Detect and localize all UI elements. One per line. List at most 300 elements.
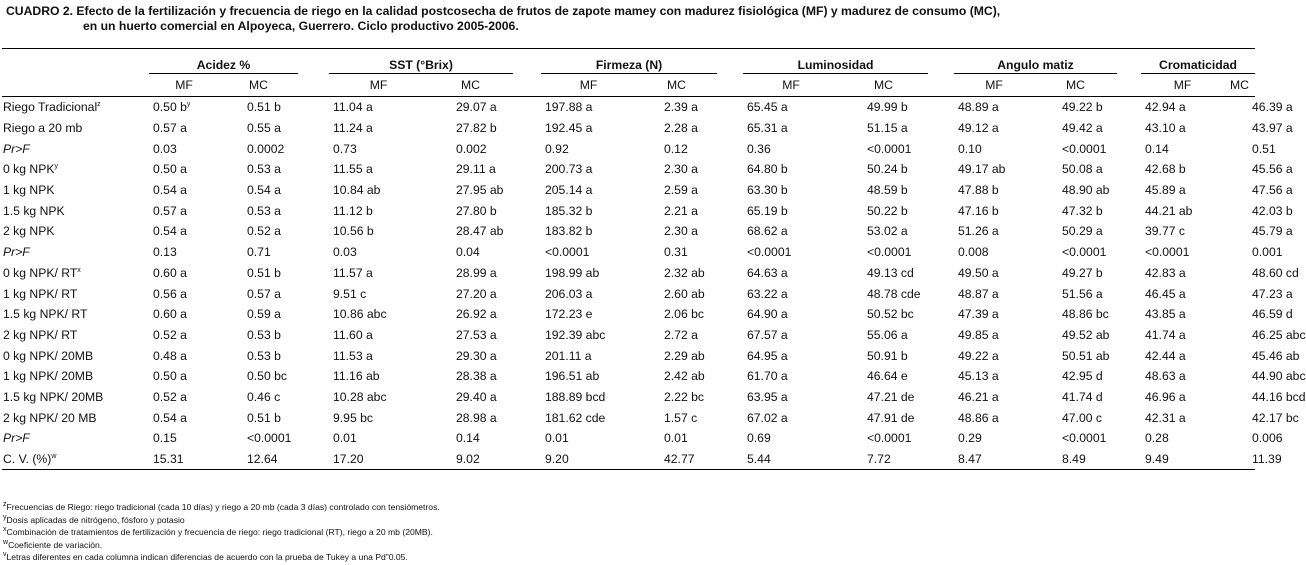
cell-gap xyxy=(513,283,541,304)
cell-mc: 0.51 b xyxy=(247,265,281,280)
row-label-superscript: y xyxy=(54,163,58,171)
cell-gap xyxy=(126,325,149,346)
cell-gap xyxy=(126,345,149,366)
cell-mc: 2.21 a xyxy=(664,203,698,218)
cell-mf: 42.83 a xyxy=(1145,265,1186,280)
cell-mc: 50.51 ab xyxy=(1062,348,1110,363)
cell-mc: 51.56 a xyxy=(1062,286,1103,301)
table-row xyxy=(2,325,1255,346)
cell-mf: 67.02 a xyxy=(747,410,788,425)
cell-gap xyxy=(717,159,743,180)
cell-mc: 27.53 a xyxy=(456,327,497,342)
cell-mf: 46.96 a xyxy=(1145,389,1186,404)
cell-mc: 27.95 ab xyxy=(456,183,504,198)
cell-mf: 49.17 ab xyxy=(958,162,1006,177)
cell-gap xyxy=(298,242,329,263)
cell-mc: 0.12 xyxy=(664,141,688,156)
cell-mf: 0.13 xyxy=(153,245,177,260)
cell-gap xyxy=(513,325,541,346)
cell-mf: 9.51 c xyxy=(333,286,367,301)
cell-gap xyxy=(717,366,743,387)
footnote xyxy=(3,527,433,538)
row-label: Pr>F xyxy=(3,245,30,260)
cell-mc: 0.53 a xyxy=(247,162,281,177)
cell-mc: <0.0001 xyxy=(867,245,912,260)
cell-mf: 48.63 a xyxy=(1145,369,1186,384)
footnote-text: Frecuencias de Riego: riego tradicional (cada 10 días) y riego a 20 mb (cada 3 días) controlado con tensiómetros. xyxy=(6,502,440,512)
cell-mc: 50.08 a xyxy=(1062,162,1103,177)
subheader-gap xyxy=(298,74,329,97)
header-gap xyxy=(717,57,743,74)
cell-mf: 42.44 a xyxy=(1145,348,1186,363)
cell-gap xyxy=(1117,242,1141,263)
cell-mf: 0.15 xyxy=(153,431,177,446)
cell-gap xyxy=(1117,221,1141,242)
cell-mf: 0.92 xyxy=(545,141,569,156)
row-label: 1.5 kg NPK/ RT xyxy=(3,307,88,322)
cell-gap xyxy=(298,138,329,159)
subheader-mc: MC xyxy=(428,74,513,97)
cell-mc: 28.99 a xyxy=(456,265,497,280)
cell-mf: 17.20 xyxy=(329,449,428,470)
cell-gap xyxy=(928,263,954,284)
cell-gap xyxy=(126,200,149,221)
header-gap xyxy=(298,57,329,74)
table-row xyxy=(2,387,1255,408)
cell-gap xyxy=(126,97,149,118)
cell-mc: 29.40 a xyxy=(456,389,497,404)
cell-gap xyxy=(298,283,329,304)
cell-mc: 49.99 b xyxy=(867,100,908,115)
cell-mf: 42.68 b xyxy=(1145,162,1186,177)
cell-mf: 43.85 a xyxy=(1145,307,1186,322)
subheader-gap xyxy=(126,74,149,97)
cell-mc: 50.91 b xyxy=(867,348,908,363)
cell-mf: 11.24 a xyxy=(333,121,373,136)
cell-mf: 47.88 b xyxy=(958,183,999,198)
cell-mc: 42.95 d xyxy=(1062,369,1103,384)
row-label: Pr>F xyxy=(3,431,30,446)
cell-mf: 205.14 a xyxy=(545,183,593,198)
cell-mc: 2.39 a xyxy=(664,100,698,115)
cell-mf: 63.22 a xyxy=(747,286,788,301)
table-row xyxy=(2,200,1255,221)
cell-gap xyxy=(298,449,329,470)
row-label: 1 kg NPK/ 20MB xyxy=(3,369,94,384)
cell-gap xyxy=(126,283,149,304)
cell-mf: 0.73 xyxy=(333,141,357,156)
cell-mf: 0.56 a xyxy=(153,286,187,301)
cell-gap xyxy=(298,97,329,118)
cell-mf: 0.54 a xyxy=(153,224,187,239)
group-header: Cromaticidad xyxy=(1141,57,1255,74)
cell-gap xyxy=(1117,138,1141,159)
cell-gap xyxy=(513,242,541,263)
cell-gap xyxy=(513,387,541,408)
cell-mc: 50.22 b xyxy=(867,203,908,218)
group-header: Firmeza (N) xyxy=(541,57,717,74)
cell-mf: 198.99 ab xyxy=(545,265,600,280)
cell-gap xyxy=(126,118,149,139)
cell-mf: 0.50 a xyxy=(153,369,187,384)
subheader-mf: MF xyxy=(954,74,1034,97)
cell-mf: 0.54 a xyxy=(153,183,187,198)
cell-gap xyxy=(1117,180,1141,201)
cell-gap xyxy=(1117,345,1141,366)
subheader-gap xyxy=(513,74,541,97)
cell-mc: 48.59 b xyxy=(867,183,908,198)
cell-mc: 0.0002 xyxy=(247,141,285,156)
cell-gap xyxy=(1117,263,1141,284)
cell-gap xyxy=(1117,449,1141,470)
cell-mf: 181.62 cde xyxy=(545,410,606,425)
footnote-superscript: x xyxy=(3,526,7,534)
cell-mc: 46.59 d xyxy=(1252,307,1293,322)
footnote-superscript: v xyxy=(3,551,7,559)
cell-mc: 1.57 c xyxy=(664,410,698,425)
cell-mc: 29.07 a xyxy=(456,100,497,115)
cell-gap xyxy=(717,180,743,201)
cell-mc: 49.22 b xyxy=(1062,100,1103,115)
subheader-mc: MC xyxy=(636,74,717,97)
cell-gap xyxy=(298,325,329,346)
row-label: Riego a 20 mb xyxy=(3,121,83,136)
cell-gap xyxy=(1117,118,1141,139)
footnote xyxy=(3,540,102,551)
cell-mf: 48.89 a xyxy=(958,100,999,115)
cell-mc: 2.22 bc xyxy=(664,389,704,404)
table-row xyxy=(2,180,1255,201)
group-header: Acidez % xyxy=(149,57,298,74)
cell-mf: 0.01 xyxy=(545,431,569,446)
subheader-mc: MC xyxy=(1224,74,1255,97)
row-label: 0 kg NPK$^y$ xyxy=(3,162,58,177)
cell-mc: 28.47 ab xyxy=(456,224,504,239)
cell-mf: 206.03 a xyxy=(545,286,593,301)
cell-gap xyxy=(298,345,329,366)
cell-gap xyxy=(717,118,743,139)
cell-gap xyxy=(298,180,329,201)
cell-mf: 49.22 a xyxy=(958,348,999,363)
cell-mc: 27.82 b xyxy=(456,121,497,136)
cell-gap xyxy=(717,97,743,118)
cell-mf: 64.63 a xyxy=(747,265,788,280)
cell-mc: 2.72 a xyxy=(664,327,698,342)
cell-mc: 28.38 a xyxy=(456,369,497,384)
cell-gap xyxy=(717,304,743,325)
cell-mf: 196.51 ab xyxy=(545,369,600,384)
cell-gap xyxy=(1117,159,1141,180)
cell-mc: 2.32 ab xyxy=(664,265,705,280)
cell-mf: 43.10 a xyxy=(1145,121,1186,136)
cell-mc: 41.74 d xyxy=(1062,389,1103,404)
cell-gap xyxy=(1117,325,1141,346)
table-body xyxy=(2,97,1306,470)
cell-mc: 2.60 ab xyxy=(664,286,705,301)
cell-gap xyxy=(513,263,541,284)
cell-mf: 197.88 a xyxy=(545,100,593,115)
cell-mf: 11.53 a xyxy=(333,348,373,363)
cell-mf: 192.39 abc xyxy=(545,327,606,342)
cell-gap xyxy=(1117,283,1141,304)
cell-mf: 185.32 b xyxy=(545,203,593,218)
cell-gap xyxy=(1117,387,1141,408)
subheader-mc: MC xyxy=(219,74,298,97)
subheader-gap xyxy=(928,74,954,97)
cell-mf: 47.16 b xyxy=(958,203,999,218)
cell-mf: 10.84 ab xyxy=(333,183,381,198)
cell-mc: 45.56 a xyxy=(1252,162,1293,177)
cell-mf: 68.62 a xyxy=(747,224,788,239)
cell-mc: 9.02 xyxy=(428,449,513,470)
cell-gap xyxy=(928,366,954,387)
cell-mc: 45.79 a xyxy=(1252,224,1293,239)
cell-mf: 9.49 xyxy=(1141,449,1224,470)
cell-mf: 45.13 a xyxy=(958,369,999,384)
subheader-row xyxy=(2,74,1255,97)
cell-superscript: y xyxy=(186,101,191,109)
cell-mf: 0.29 xyxy=(958,431,982,446)
cell-mf: 47.39 a xyxy=(958,307,999,322)
row-label: 2 kg NPK/ RT xyxy=(3,327,78,342)
cell-mf: <0.0001 xyxy=(747,245,792,260)
cell-mf: 0.01 xyxy=(333,431,357,446)
cell-gap xyxy=(126,138,149,159)
cell-mc: 46.25 abc xyxy=(1252,327,1306,342)
table-row xyxy=(2,118,1255,139)
footnote-text: Combinación de tratamientos de fertilización y frecuencia de riego: riego tradicional (RT), riego a 20 mb (20MB). xyxy=(6,527,433,537)
cell-mc: <0.0001 xyxy=(1062,245,1107,260)
cell-gap xyxy=(1117,366,1141,387)
cell-mc: 50.29 a xyxy=(1062,224,1103,239)
cell-mc: 0.51 b xyxy=(247,100,281,115)
cell-mc: 0.71 xyxy=(247,245,271,260)
cell-gap xyxy=(717,325,743,346)
cell-mf: 8.47 xyxy=(954,449,1034,470)
cell-gap xyxy=(928,138,954,159)
table-row xyxy=(2,263,1255,284)
footnote-superscript: w xyxy=(3,538,9,546)
cell-mf: 0.28 xyxy=(1145,431,1169,446)
cell-gap xyxy=(717,242,743,263)
cell-mc: 42.03 b xyxy=(1252,203,1293,218)
cell-mc: 29.30 a xyxy=(456,348,497,363)
cell-gap xyxy=(298,200,329,221)
cell-gap xyxy=(126,428,149,449)
footnote-text: Dosis aplicadas de nitrógeno, fósforo y potasio xyxy=(6,514,185,525)
cell-gap xyxy=(717,345,743,366)
cell-mc: 0.01 xyxy=(664,431,688,446)
cell-gap xyxy=(513,345,541,366)
cell-mf: 0.60 a xyxy=(153,307,187,322)
caption-line-1: CUADRO 2. Efecto de la fertilización y frecuencia de riego en la calidad postcosecha de frutos de zapote mamey con madurez fisiológica (MF) y madurez de consumo (MC), xyxy=(6,4,1001,18)
table-caption xyxy=(6,4,1154,34)
cell-gap xyxy=(928,407,954,428)
cell-gap xyxy=(1117,304,1141,325)
cell-mf: 183.82 b xyxy=(545,224,593,239)
cell-gap xyxy=(717,428,743,449)
cell-mc: 47.23 a xyxy=(1252,286,1293,301)
cell-gap xyxy=(513,180,541,201)
cell-mf: 5.44 xyxy=(743,449,839,470)
subheader-mf: MF xyxy=(541,74,636,97)
row-label-superscript: w xyxy=(51,452,57,460)
cell-mf: 11.04 a xyxy=(333,100,373,115)
cell-mc: 2.28 a xyxy=(664,121,698,136)
cell-mc: 0.51 b xyxy=(247,410,281,425)
cell-gap xyxy=(928,428,954,449)
cell-mc: 0.31 xyxy=(664,245,688,260)
cell-mf: 188.89 bcd xyxy=(545,389,606,404)
cell-gap xyxy=(126,180,149,201)
cell-mf: 0.57 a xyxy=(153,203,187,218)
table-row xyxy=(2,283,1255,304)
cell-mf: 63.95 a xyxy=(747,389,788,404)
row-label: 0 kg NPK/ $RT^x$ xyxy=(3,265,81,280)
footnote xyxy=(3,502,440,513)
cell-mc: 50.24 b xyxy=(867,162,908,177)
cell-mf: <0.0001 xyxy=(1145,245,1190,260)
table-top-rule xyxy=(2,49,1255,58)
probability-row xyxy=(2,428,1255,449)
subheader-mc: MC xyxy=(839,74,928,97)
header-blank xyxy=(2,57,126,74)
cell-mc: 50.52 bc xyxy=(867,307,914,322)
cell-mf: 11.16 ab xyxy=(333,369,380,384)
cell-gap xyxy=(717,449,743,470)
cell-mc: 48.86 bc xyxy=(1062,307,1109,322)
cell-mf: 65.19 b xyxy=(747,203,788,218)
subheader-blank xyxy=(2,74,126,97)
cell-gap xyxy=(1117,407,1141,428)
cell-gap xyxy=(298,387,329,408)
cell-mf: 0.52 a xyxy=(153,327,187,342)
row-label: Riego Tradicional$^z$ xyxy=(3,100,101,115)
cell-gap xyxy=(513,138,541,159)
cell-mc: <0.0001 xyxy=(1062,141,1107,156)
cell-gap xyxy=(717,138,743,159)
cell-mc: 53.02 a xyxy=(867,224,908,239)
cell-gap xyxy=(126,221,149,242)
cell-gap xyxy=(928,118,954,139)
row-label: 2 kg NPK xyxy=(3,224,55,239)
cell-gap xyxy=(1117,200,1141,221)
cell-mf: 10.28 abc xyxy=(333,389,387,404)
cell-gap xyxy=(928,449,954,470)
cell-mc: 55.06 a xyxy=(867,327,908,342)
cell-mf: 11.60 a xyxy=(333,327,373,342)
cell-gap xyxy=(513,221,541,242)
cell-mc: 49.27 b xyxy=(1062,265,1103,280)
subheader-mf: MF xyxy=(743,74,839,97)
cell-gap xyxy=(928,242,954,263)
cell-mc: 0.55 a xyxy=(247,121,281,136)
cell-mf: 201.11 a xyxy=(545,348,592,363)
cell-mc: 46.39 a xyxy=(1252,100,1293,115)
cell-gap xyxy=(717,407,743,428)
table-row xyxy=(2,159,1255,180)
subheader-gap xyxy=(717,74,743,97)
row-label: Pr>F xyxy=(3,141,30,156)
cell-mc: 48.78 cde xyxy=(867,286,921,301)
cell-mc: 47.21 de xyxy=(867,389,915,404)
row-label-superscript: z xyxy=(97,101,101,109)
header-gap xyxy=(126,57,149,74)
row-label: 1 kg NPK/ RT xyxy=(3,286,78,301)
cell-mf: 0.14 xyxy=(1145,141,1169,156)
cell-mf: 200.73 a xyxy=(545,162,593,177)
cv-row xyxy=(2,449,1255,470)
cell-mc: 47.32 b xyxy=(1062,203,1103,218)
footnote-superscript: y xyxy=(3,513,7,521)
cell-mc: 2.29 ab xyxy=(664,348,705,363)
row-label: 1.5 kg NPK xyxy=(3,203,65,218)
group-header: Angulo matiz xyxy=(954,57,1117,74)
header-gap xyxy=(513,57,541,74)
subheader-mf: MF xyxy=(1141,74,1224,97)
cell-mf: 15.31 xyxy=(149,449,219,470)
cell-mf: 61.70 a xyxy=(747,369,788,384)
cell-mf: 0.57 a xyxy=(153,121,187,136)
cell-gap xyxy=(928,304,954,325)
cell-mf: 65.45 a xyxy=(747,100,788,115)
cell-mf: 0.03 xyxy=(153,141,177,156)
cell-mf: 9.95 bc xyxy=(333,410,373,425)
cell-mf: 42.94 a xyxy=(1145,100,1186,115)
cell-gap xyxy=(126,449,149,470)
group-header: SST (°Brix) xyxy=(329,57,513,74)
caption-line-2: en un huerto comercial en Alpoyeca, Guerrero. Ciclo productivo 2005-2006. xyxy=(83,19,519,33)
cell-gap xyxy=(298,304,329,325)
cell-gap xyxy=(717,200,743,221)
cell-gap xyxy=(928,221,954,242)
cell-mc: 0.53 b xyxy=(247,348,281,363)
table-row xyxy=(2,345,1255,366)
table-row xyxy=(2,304,1255,325)
cell-mc: 0.46 c xyxy=(247,389,281,404)
cell-mc: 0.54 a xyxy=(247,183,281,198)
cell-gap xyxy=(928,387,954,408)
cell-gap xyxy=(126,242,149,263)
cell-gap xyxy=(717,387,743,408)
cell-mc: 43.97 a xyxy=(1252,121,1293,136)
cell-gap xyxy=(1117,428,1141,449)
cell-mf: 11.12 b xyxy=(333,203,373,218)
cell-gap xyxy=(513,407,541,428)
row-label: 2 kg NPK/ 20 MB xyxy=(3,410,97,425)
cell-mc: 26.92 a xyxy=(456,307,497,322)
cell-mf: 46.45 a xyxy=(1145,286,1186,301)
cell-mf: 46.21 a xyxy=(958,389,999,404)
cell-mf: 65.31 a xyxy=(747,121,788,136)
cell-gap xyxy=(513,118,541,139)
cell-mc: 0.006 xyxy=(1252,431,1283,446)
subheader-mf: MF xyxy=(149,74,219,97)
group-header-row xyxy=(2,57,1255,74)
cell-gap xyxy=(513,428,541,449)
cell-mf: 0.69 xyxy=(747,431,771,446)
cell-gap xyxy=(298,118,329,139)
cell-gap xyxy=(1117,97,1141,118)
cell-gap xyxy=(717,283,743,304)
cell-mc: 2.59 a xyxy=(664,183,698,198)
table-row xyxy=(2,97,1255,118)
cell-mc: 49.13 cd xyxy=(867,265,914,280)
subheader-gap xyxy=(1117,74,1141,97)
cell-mc: <0.0001 xyxy=(1062,431,1107,446)
cell-mf: 172.23 e xyxy=(545,307,593,322)
cell-mc: <0.0001 xyxy=(867,431,912,446)
